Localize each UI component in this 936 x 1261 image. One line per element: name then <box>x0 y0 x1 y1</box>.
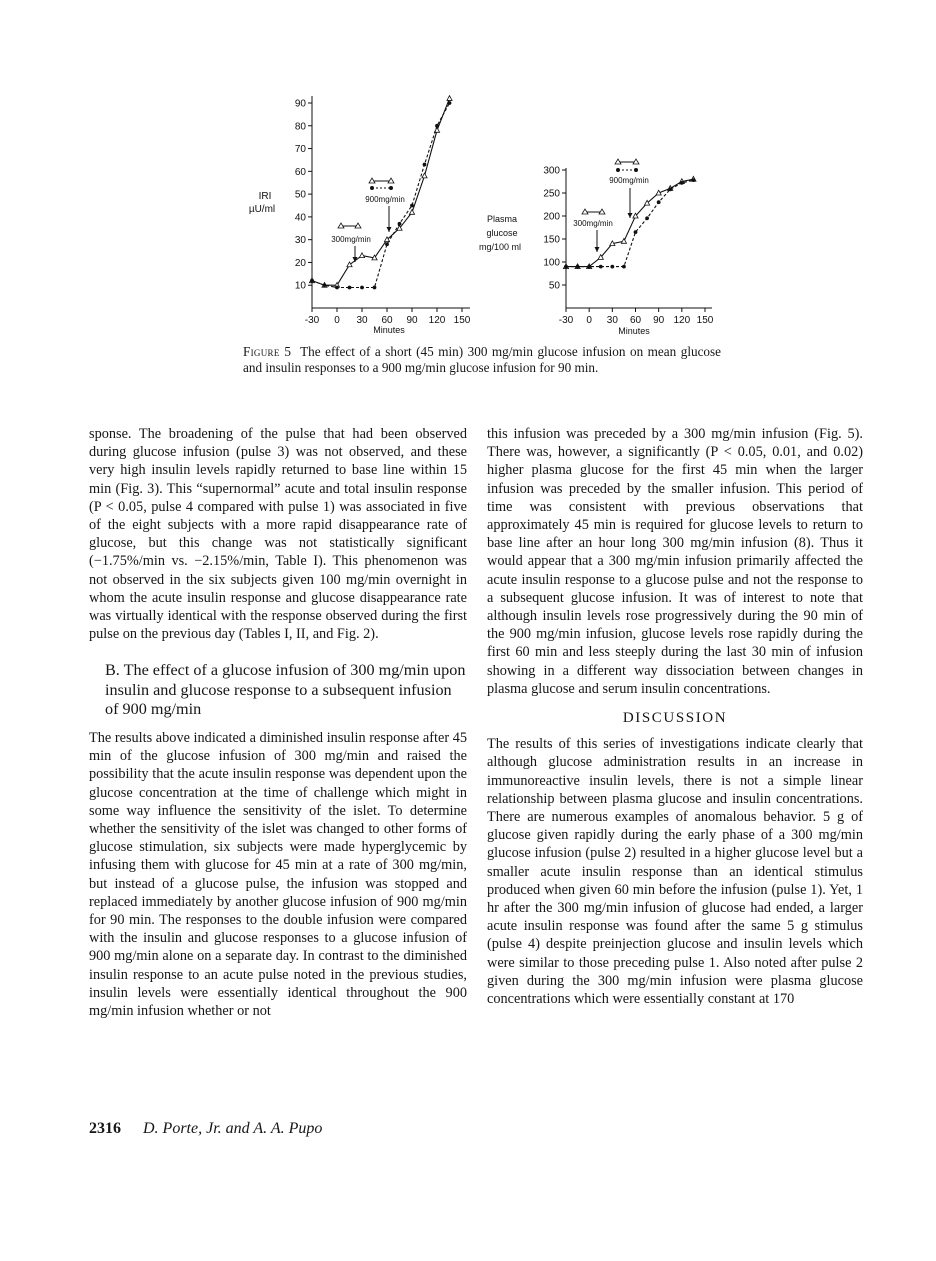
iri-ytick-label-70: 70 <box>294 144 306 156</box>
glucose-xtick-label-150: 150 <box>696 315 714 326</box>
iri-combined-point-9 <box>422 173 427 178</box>
page-number: 2316 <box>89 1120 121 1137</box>
glucose-ylabel-line3: mg/100 ml <box>478 242 522 252</box>
iri-xtick-label-90: 90 <box>406 315 418 326</box>
glucose-xlabel: Minutes <box>618 326 650 336</box>
glucose-ytick-label-50: 50 <box>548 280 560 292</box>
glucose-alone-point-3 <box>599 265 603 269</box>
figure-caption-label: Figure 5 <box>243 344 292 359</box>
discussion-heading: DISCUSSION <box>622 710 728 727</box>
iri-arrowhead-900 <box>387 227 392 232</box>
iri-ytick-label-10: 10 <box>294 280 306 292</box>
glucose-ylabel-line1: Plasma <box>486 214 518 224</box>
glucose-alone-point-4 <box>610 265 614 269</box>
iri-series-combined-line <box>312 98 450 285</box>
iri-alone-point-1 <box>323 283 327 287</box>
iri-bracket-900-b-end-marker <box>389 186 393 190</box>
iri-xtick-label-60: 60 <box>381 315 393 326</box>
glucose-chart <box>479 159 714 336</box>
iri-chart <box>249 96 471 335</box>
iri-bracket-900-b-start-marker <box>370 186 374 190</box>
glucose-arrowhead-300 <box>595 247 600 252</box>
glucose-xtick-label-30: 30 <box>606 315 618 326</box>
page-footer <box>89 1120 322 1138</box>
glucose-xtick-label-90: 90 <box>653 315 665 326</box>
figure-5 <box>0 0 936 340</box>
glucose-alone-point-0 <box>564 265 568 269</box>
left-paragraph-1: sponse. The broadening of the pulse that had been observed during glucose infusion (pulse 3) was not observed, and these very high insulin levels rapidly returned to base line within 15 min (Fig. 3). This “supernormal” acute and total insulin response (P < 0.05, pulse 4 compared with pulse 1) was associated in five of the eight subjects with a more rapid disappearance rate of glucose, but this change was not statistically significant (−1.75%/min vs. −2.15%/min, Table I). This phenomenon was not observed in the six subjects given 100 mg/min overnight in whom the acute insulin response and glucose disappearance rate was virtually identical with the response observed during the first pulse on the previous day (Tables I, II, and Fig. 2). <box>89 426 467 643</box>
glucose-alone-point-2 <box>587 265 591 269</box>
iri-alone-point-8 <box>410 204 414 208</box>
glucose-xtick-label-120: 120 <box>673 315 691 326</box>
iri-ytick-label-90: 90 <box>294 98 306 110</box>
right-paragraph-2: The results of this series of investigations indicate clearly that although glucose administration results in an increase in immunoreactive insulin levels, there is not a simple linear relationship between plasma glucose and insulin concentrations. There are numerous examples of anomalous behavior. 5 g of glucose given rapidly during the early phase of a 300 mg/min glucose infusion (pulse 2) resulted in a higher glucose level but a smaller acute insulin response than an identical stimulus produced when given 60 min before the infusion (pulse 1). Yet, 1 hr after the 300 mg/min infusion of glucose had ended, a larger acute insulin response was found after the same 5 g stimulus (pulse 4) despite preinjection glucose and insulin levels which were similar to those preceding pulse 1. Also noted after pulse 2 given during the 300 mg/min infusion were plasma glucose concentrations which were essentially constant at 170 <box>487 736 863 1008</box>
glucose-bracket-900-b-start-marker <box>616 168 620 172</box>
iri-alone-point-3 <box>348 286 352 290</box>
iri-alone-point-2 <box>335 286 339 290</box>
iri-combined-point-4 <box>359 253 364 258</box>
iri-xtick-label-120: 120 <box>428 315 446 326</box>
iri-annotations <box>331 178 405 262</box>
glucose-arrowhead-900 <box>628 213 633 218</box>
glucose-alone-point-1 <box>576 265 580 269</box>
iri-alone-point-6 <box>385 242 389 246</box>
iri-ytick-label-20: 20 <box>294 257 306 269</box>
iri-alone-point-11 <box>448 101 452 105</box>
glucose-combined-point-5 <box>621 239 626 244</box>
glucose-alone-point-11 <box>692 178 696 182</box>
glucose-alone-point-9 <box>668 187 672 191</box>
iri-label-300: 300mg/min <box>331 235 371 244</box>
glucose-label-300: 300mg/min <box>573 219 613 228</box>
glucose-alone-point-10 <box>680 181 684 185</box>
glucose-ylabel-line2: glucose <box>486 228 518 238</box>
glucose-x-axis <box>559 308 714 326</box>
glucose-y-axis <box>543 166 566 309</box>
glucose-annotations <box>573 159 649 252</box>
left-paragraph-2: The results above indicated a diminished insulin response after 45 min of the glucose infusion of 300 mg/min and raised the possibility that the acute insulin response was dependent upon the glucose concentration at the time of challenge which might in some way influence the sensitivity of the islet. To determine whether the sensitivity of the islet was changed to other forms of glucose stimulation, six subjects were made hyperglycemic by infusing them with glucose for 45 min at a rate of 300 mg/min, but instead of a glucose pulse, the infusion was stopped and replaced immediately by another glucose infusion of 900 mg/min for 90 min. The responses to the double infusion were compared with the insulin and glucose responses to a glucose infusion of 900 mg/min alone on a separate day. In contrast to the diminished insulin response to an acute pulse noted in the previous studies, insulin levels were essentially identical throughout the 900 mg/min infusion whether or not <box>89 729 467 1019</box>
glucose-xtick-label-60: 60 <box>629 315 642 326</box>
right-column <box>487 425 863 1008</box>
section-b-heading: B. The effect of a glucose infusion of 300 mg/min upon insulin and glucose response to a subsequent infusion of 900 mg/min <box>105 661 466 719</box>
left-column <box>89 425 467 1020</box>
glucose-alone-point-6 <box>634 230 638 234</box>
running-authors: D. Porte, Jr. and A. A. Pupo <box>143 1120 323 1137</box>
iri-label-900: 900mg/min <box>365 195 405 204</box>
iri-alone-point-5 <box>373 286 377 290</box>
right-paragraph-1: this infusion was preceded by a 300 mg/min infusion (Fig. 5). There was, however, a significantly (P < 0.05, 0.01, and 0.02) higher plasma glucose for the first 45 min when the larger infusion was preceded by the smaller infusion. This period of time was consistent with previous observations that approximately 45 min is required for glucose levels to return to base line after an hour long 300 mg/min infusion (8). Thus it would appear that a 300 mg/min infusion primarily affected the acute insulin response to a glucose pulse and not the response to a subsequent glucose infusion. It was of interest to note that although insulin levels rose progressively during the 90 min of the 900 mg/min infusion, glucose levels rose rapidly during the first 60 min and less steeply during the last 30 min of infusion showing in a different way dissociation between changes in plasma glucose and serum insulin concentrations. <box>487 426 863 697</box>
iri-alone-point-0 <box>310 279 314 283</box>
iri-alone-point-9 <box>423 163 427 167</box>
iri-xtick-label-30: 30 <box>356 315 368 326</box>
iri-xtick-label-150: 150 <box>453 315 471 326</box>
iri-series <box>309 96 452 290</box>
iri-y-axis <box>295 96 312 308</box>
figure-caption <box>243 344 721 375</box>
iri-ylabel-line2: µU/ml <box>248 204 276 215</box>
glucose-ytick-label-150: 150 <box>543 234 560 246</box>
glucose-alone-point-7 <box>645 216 649 220</box>
glucose-xtick-label-0: 0 <box>586 315 592 326</box>
iri-alone-point-7 <box>398 222 402 226</box>
iri-xlabel: Minutes <box>373 325 405 335</box>
iri-alone-point-4 <box>360 286 364 290</box>
iri-ytick-label-80: 80 <box>294 121 306 133</box>
iri-combined-point-11 <box>447 96 452 101</box>
iri-combined-point-3 <box>347 262 352 267</box>
glucose-ytick-label-100: 100 <box>543 257 560 269</box>
iri-ytick-label-50: 50 <box>294 189 306 201</box>
glucose-ytick-label-200: 200 <box>543 211 560 223</box>
glucose-xtick-label--30: -30 <box>558 315 574 326</box>
iri-combined-point-8 <box>409 210 414 215</box>
glucose-alone-point-8 <box>657 200 661 204</box>
glucose-bracket-900-b-end-marker <box>634 168 638 172</box>
glucose-label-900: 900mg/min <box>609 176 649 185</box>
iri-ytick-label-40: 40 <box>294 212 306 224</box>
iri-xtick-label--30: -30 <box>304 315 320 326</box>
iri-x-axis <box>305 308 471 326</box>
figure-caption-text: The effect of a short (45 min) 300 mg/min glucose infusion on mean glucose and insulin responses to a 900 mg/min glucose infusion for 90 min. <box>243 344 722 375</box>
glucose-ytick-label-250: 250 <box>543 188 560 200</box>
iri-ytick-label-60: 60 <box>294 166 306 178</box>
iri-alone-point-10 <box>435 124 439 128</box>
iri-ytick-label-30: 30 <box>294 235 306 247</box>
glucose-alone-point-5 <box>622 265 626 269</box>
iri-xtick-label-0: 0 <box>334 315 340 326</box>
glucose-ytick-label-300: 300 <box>543 165 560 177</box>
iri-ylabel-line1: IRI <box>258 191 272 202</box>
